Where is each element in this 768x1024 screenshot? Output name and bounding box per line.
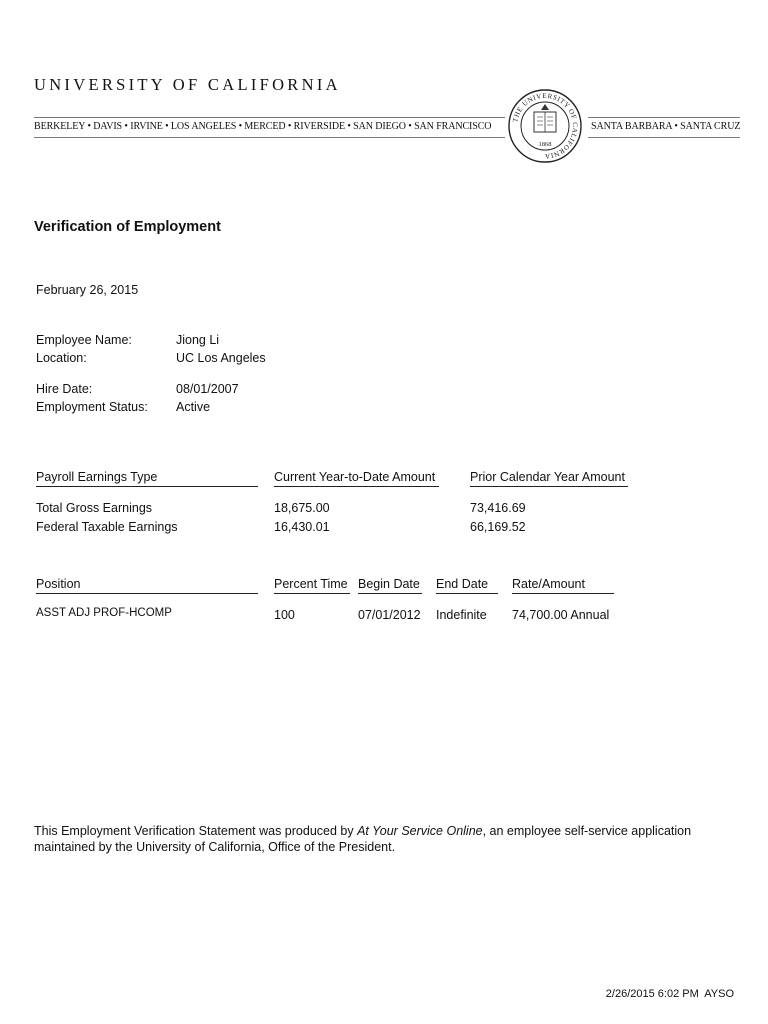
document-date: February 26, 2015 <box>36 283 139 297</box>
earnings-row-prior: 73,416.69 <box>470 501 526 515</box>
employment-status-label: Employment Status: <box>36 400 148 414</box>
earnings-row-type: Total Gross Earnings <box>36 501 153 515</box>
position-header-rate: Rate/Amount <box>512 577 614 594</box>
campus-list-left: BERKELEY • DAVIS • IRVINE • LOS ANGELES • MERCED • RIVERSIDE • SAN DIEGO • SAN FRANCISCO <box>34 121 492 132</box>
print-timestamp: 2/26/2015 6:02 PM AYSO <box>605 988 734 1000</box>
statement-suffix: , an employee self-service application <box>482 824 692 838</box>
campus-list-right: SANTA BARBARA • SANTA CRUZ <box>591 121 741 132</box>
hire-date-value: 08/01/2007 <box>176 382 239 396</box>
employment-status-value: Active <box>176 400 211 414</box>
earnings-header-prior: Prior Calendar Year Amount <box>470 470 628 487</box>
university-name: UNIVERSITY OF CALIFORNIA <box>34 75 341 94</box>
earnings-row-ytd: 16,430.01 <box>274 520 330 534</box>
earnings-row-ytd: 18,675.00 <box>274 501 330 515</box>
document-title: Verification of Employment <box>34 219 221 235</box>
earnings-header-type: Payroll Earnings Type <box>36 470 258 487</box>
letterhead-rule-bottom-right <box>588 137 740 138</box>
position-header-position: Position <box>36 577 258 594</box>
position-header-percent: Percent Time <box>274 577 350 594</box>
position-row-rate: 74,700.00 Annual <box>512 608 610 622</box>
earnings-row-type: Federal Taxable Earnings <box>36 520 178 534</box>
letterhead-rule-top-right <box>588 117 740 118</box>
service-name: At Your Service Online <box>357 824 483 838</box>
earnings-row-prior: 66,169.52 <box>470 520 526 534</box>
statement-line-2: maintained by the University of California, Office of the President. <box>34 840 396 854</box>
university-seal <box>507 88 583 164</box>
position-row-title: ASST ADJ PROF-HCOMP <box>36 607 172 619</box>
position-header-begin: Begin Date <box>358 577 422 594</box>
position-header-end: End Date <box>436 577 498 594</box>
position-row-begin: 07/01/2012 <box>358 608 421 622</box>
position-row-percent: 100 <box>274 608 295 622</box>
position-row-end: Indefinite <box>436 608 487 622</box>
earnings-header-ytd: Current Year-to-Date Amount <box>274 470 439 487</box>
letterhead-rule-bottom <box>34 137 505 138</box>
employee-name-value: Jiong Li <box>176 333 220 347</box>
statement-prefix: This Employment Verification Statement was produced by <box>34 824 358 838</box>
employee-name-label: Employee Name: <box>36 333 132 347</box>
statement-line-1 <box>34 824 691 838</box>
letterhead-rule-top <box>34 117 505 118</box>
hire-date-label: Hire Date: <box>36 382 93 396</box>
location-label: Location: <box>36 351 87 365</box>
location-value: UC Los Angeles <box>176 351 266 365</box>
svg-text:1868: 1868 <box>538 141 552 148</box>
svg-text:THE UNIVERSITY OF CALIFORNIA: THE UNIVERSITY OF CALIFORNIA <box>511 91 580 161</box>
